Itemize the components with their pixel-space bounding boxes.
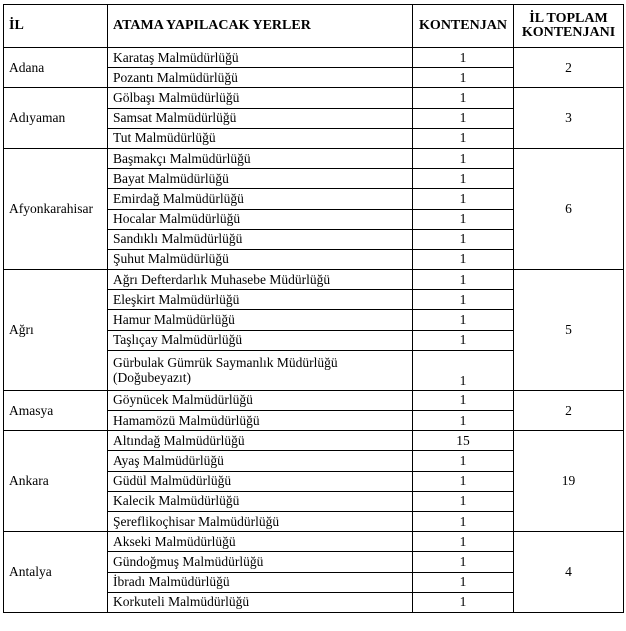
place-cell: Şuhut Malmüdürlüğü <box>108 249 413 269</box>
place-cell: Hamur Malmüdürlüğü <box>108 310 413 330</box>
count-cell: 1 <box>413 189 514 209</box>
place-cell: Tut Malmüdürlüğü <box>108 128 413 148</box>
place-cell: Pozantı Malmüdürlüğü <box>108 68 413 88</box>
place-cell: Ağrı Defterdarlık Muhasebe Müdürlüğü <box>108 270 413 290</box>
place-cell: Sandıklı Malmüdürlüğü <box>108 229 413 249</box>
place-cell: İbradı Malmüdürlüğü <box>108 572 413 592</box>
count-cell: 1 <box>413 68 514 88</box>
place-cell: Samsat Malmüdürlüğü <box>108 108 413 128</box>
count-cell: 1 <box>413 491 514 511</box>
count-cell: 1 <box>413 209 514 229</box>
il-cell: Adana <box>4 48 108 88</box>
place-cell: Emirdağ Malmüdürlüğü <box>108 189 413 209</box>
total-cell: 5 <box>514 270 624 391</box>
count-cell: 1 <box>413 390 514 410</box>
place-cell: Güdül Malmüdürlüğü <box>108 471 413 491</box>
il-cell: Amasya <box>4 390 108 430</box>
place-cell: Gürbulak Gümrük Saymanlık Müdürlüğü (Doğubeyazıt) <box>108 350 413 390</box>
count-cell: 1 <box>413 310 514 330</box>
count-cell: 1 <box>413 249 514 269</box>
il-cell: Afyonkarahisar <box>4 148 108 269</box>
il-cell: Ağrı <box>4 270 108 391</box>
count-cell: 1 <box>413 592 514 612</box>
quota-table <box>3 4 624 613</box>
count-cell: 1 <box>413 552 514 572</box>
count-cell: 1 <box>413 229 514 249</box>
total-cell: 3 <box>514 88 624 149</box>
count-cell: 1 <box>413 169 514 189</box>
table-row <box>4 88 624 108</box>
place-cell: Kalecik Malmüdürlüğü <box>108 491 413 511</box>
total-cell: 6 <box>514 148 624 269</box>
place-cell: Başmakçı Malmüdürlüğü <box>108 148 413 168</box>
place-cell: Ayaş Malmüdürlüğü <box>108 451 413 471</box>
count-cell: 1 <box>413 572 514 592</box>
place-cell: Bayat Malmüdürlüğü <box>108 169 413 189</box>
place-cell: Korkuteli Malmüdürlüğü <box>108 592 413 612</box>
place-cell: Göynücek Malmüdürlüğü <box>108 390 413 410</box>
table-row <box>4 148 624 168</box>
header-il: İL <box>4 5 108 48</box>
header-il-toplam: İL TOPLAM KONTENJANI <box>514 5 624 48</box>
count-cell: 1 <box>413 290 514 310</box>
header-atama: ATAMA YAPILACAK YERLER <box>108 5 413 48</box>
count-cell: 1 <box>413 511 514 531</box>
count-cell: 1 <box>413 48 514 68</box>
total-cell: 2 <box>514 48 624 88</box>
total-cell: 19 <box>514 431 624 532</box>
count-cell: 1 <box>413 532 514 552</box>
table-row <box>4 532 624 552</box>
place-cell: Altındağ Malmüdürlüğü <box>108 431 413 451</box>
place-cell: Gündoğmuş Malmüdürlüğü <box>108 552 413 572</box>
count-cell: 1 <box>413 148 514 168</box>
count-cell: 1 <box>413 471 514 491</box>
place-cell: Hocalar Malmüdürlüğü <box>108 209 413 229</box>
table-row <box>4 270 624 290</box>
count-cell: 15 <box>413 431 514 451</box>
header-row <box>4 5 624 48</box>
count-cell: 1 <box>413 411 514 431</box>
count-cell: 1 <box>413 128 514 148</box>
place-cell: Karataş Malmüdürlüğü <box>108 48 413 68</box>
il-cell: Antalya <box>4 532 108 613</box>
table-row <box>4 390 624 410</box>
header-kontenjan: KONTENJAN <box>413 5 514 48</box>
il-cell: Ankara <box>4 431 108 532</box>
count-cell: 1 <box>413 108 514 128</box>
table-row <box>4 48 624 68</box>
total-cell: 2 <box>514 390 624 430</box>
place-cell: Taşlıçay Malmüdürlüğü <box>108 330 413 350</box>
count-cell: 1 <box>413 270 514 290</box>
place-cell: Şereflikoçhisar Malmüdürlüğü <box>108 511 413 531</box>
place-cell: Eleşkirt Malmüdürlüğü <box>108 290 413 310</box>
place-cell: Akseki Malmüdürlüğü <box>108 532 413 552</box>
place-cell: Hamamözü Malmüdürlüğü <box>108 411 413 431</box>
il-cell: Adıyaman <box>4 88 108 149</box>
count-cell: 1 <box>413 88 514 108</box>
count-cell: 1 <box>413 451 514 471</box>
table-row <box>4 431 624 451</box>
count-cell: 1 <box>413 350 514 390</box>
total-cell: 4 <box>514 532 624 613</box>
place-cell: Gölbaşı Malmüdürlüğü <box>108 88 413 108</box>
count-cell: 1 <box>413 330 514 350</box>
